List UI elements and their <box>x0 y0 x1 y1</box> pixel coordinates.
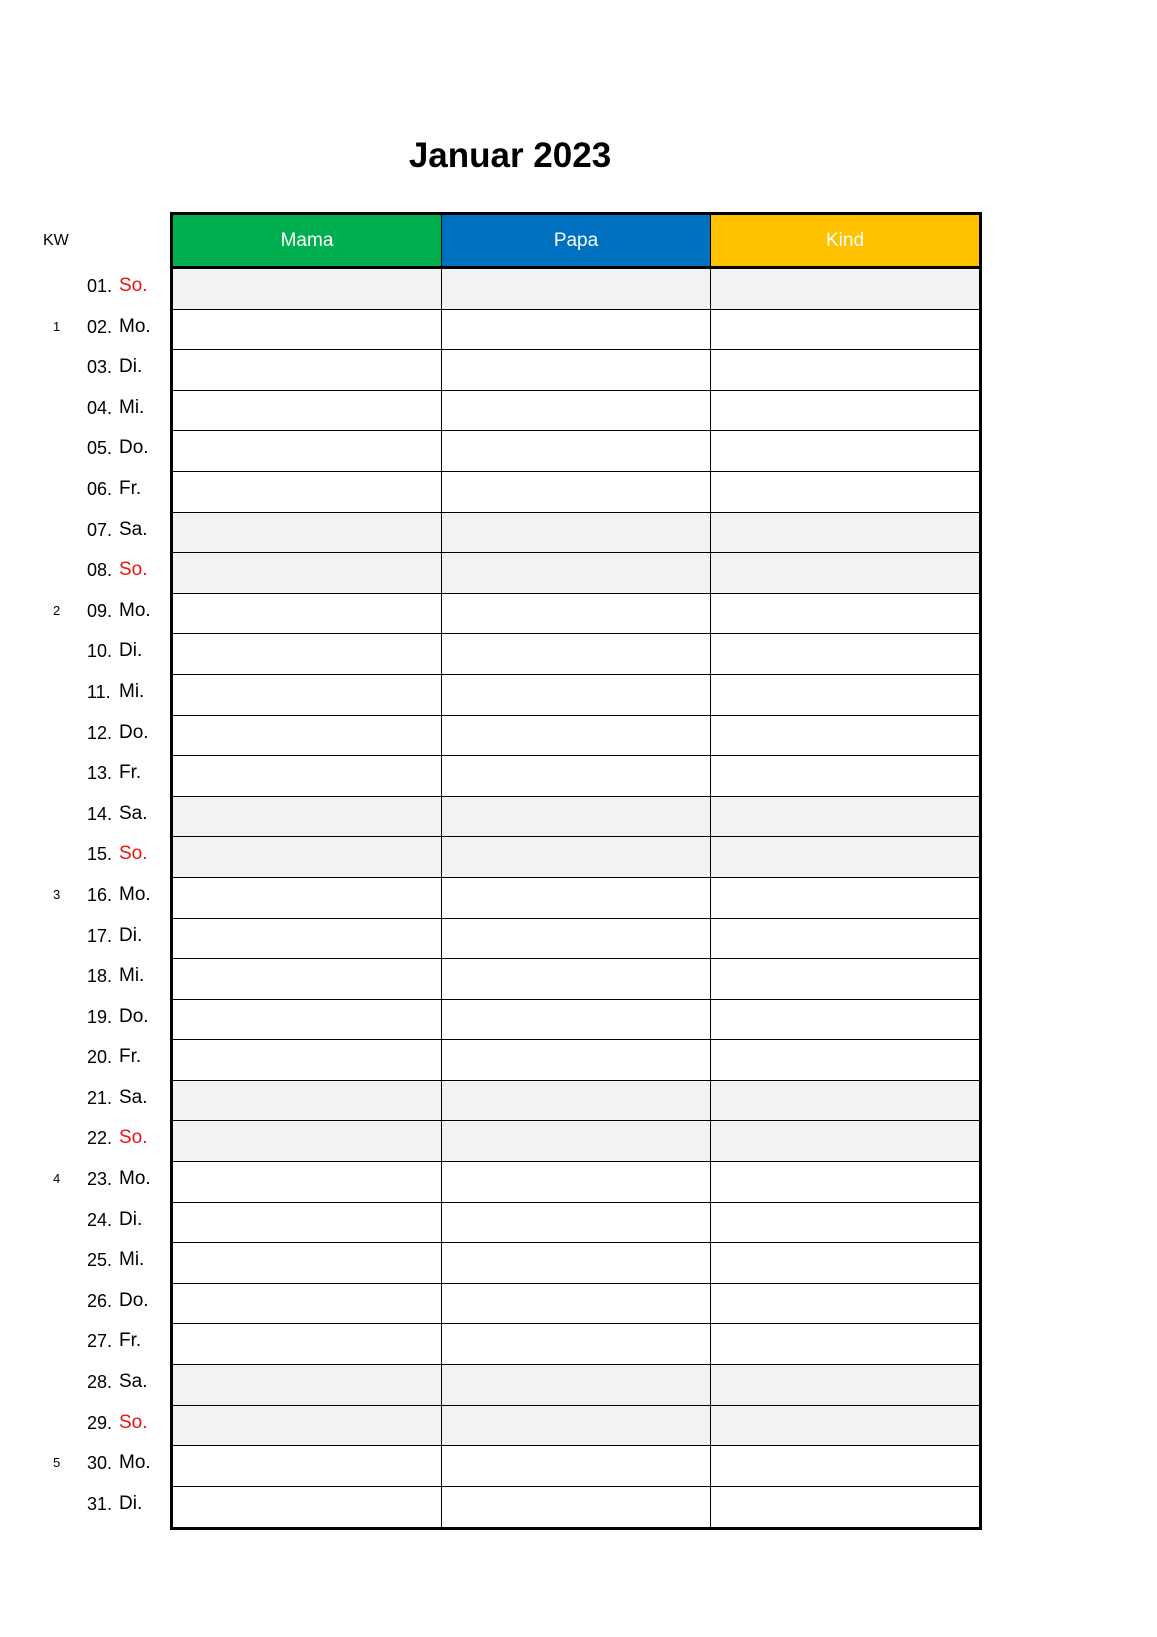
day-label <box>0 956 170 997</box>
entry-cell-mama[interactable] <box>173 1081 442 1121</box>
entry-cell-mama[interactable] <box>173 350 442 390</box>
day-label <box>0 1200 170 1241</box>
day-label <box>0 1362 170 1403</box>
day-label <box>0 428 170 469</box>
entry-cell-papa[interactable] <box>442 553 711 593</box>
day-number: 04. <box>87 397 113 418</box>
day-label <box>0 347 170 388</box>
entry-cell-papa[interactable] <box>442 1162 711 1202</box>
day-label <box>0 307 170 348</box>
weekday-name: So. <box>119 275 148 296</box>
day-label <box>0 997 170 1038</box>
day-number: 02. <box>87 316 113 337</box>
weekday-name: Di. <box>119 1208 143 1230</box>
entry-cell-papa[interactable] <box>442 1081 711 1121</box>
day-labels <box>0 266 170 1524</box>
day-label <box>0 1118 170 1159</box>
day-label <box>0 753 170 794</box>
week-number: 1 <box>53 318 61 334</box>
entry-cell-papa[interactable] <box>442 513 711 553</box>
weekday-name: Fr. <box>119 762 142 784</box>
day-row <box>173 269 979 310</box>
entry-cell-mama[interactable] <box>173 1365 442 1405</box>
day-row <box>173 1284 979 1325</box>
day-row <box>173 1000 979 1041</box>
weekday-name: Mi. <box>119 680 145 702</box>
weekday-name: Sa. <box>119 802 148 824</box>
day-number: 23. <box>87 1169 113 1190</box>
weekday-name: Sa. <box>119 1371 148 1393</box>
entry-cell-kind[interactable] <box>711 1324 979 1364</box>
day-label <box>0 713 170 754</box>
weekday-name: Di. <box>119 1492 143 1514</box>
day-row <box>173 350 979 391</box>
day-label <box>0 510 170 551</box>
weekday-name: Fr. <box>119 477 142 499</box>
entry-cell-kind[interactable] <box>711 1365 979 1405</box>
entry-cell-kind[interactable] <box>711 310 979 350</box>
day-label <box>0 591 170 632</box>
day-row <box>173 1324 979 1365</box>
weekday-name: Do. <box>119 721 149 743</box>
column-header-kind: Kind <box>711 215 979 266</box>
day-row <box>173 310 979 351</box>
day-row <box>173 1365 979 1406</box>
weekday-name: So. <box>119 559 148 581</box>
entry-cell-mama[interactable] <box>173 1406 442 1446</box>
day-row <box>173 716 979 757</box>
entry-cell-papa[interactable] <box>442 391 711 431</box>
weekday-name: Di. <box>119 356 143 378</box>
entry-cell-papa[interactable] <box>442 269 711 309</box>
weekday-name: Mo. <box>119 883 151 905</box>
week-number: 3 <box>53 886 61 902</box>
weekday-name: Di. <box>119 924 143 946</box>
day-row <box>173 837 979 878</box>
entry-cell-kind[interactable] <box>711 959 979 999</box>
entry-cell-papa[interactable] <box>442 1406 711 1446</box>
day-row <box>173 1446 979 1487</box>
day-row <box>173 431 979 472</box>
day-number: 05. <box>87 438 113 459</box>
calendar-grid <box>170 212 982 1530</box>
weekday-name: So. <box>119 1127 148 1149</box>
day-row <box>173 878 979 919</box>
entry-cell-papa[interactable] <box>442 1243 711 1283</box>
entry-cell-papa[interactable] <box>442 837 711 877</box>
day-label <box>0 388 170 429</box>
day-label <box>0 1403 170 1444</box>
entry-cell-papa[interactable] <box>442 797 711 837</box>
day-number: 26. <box>87 1290 113 1311</box>
day-row <box>173 919 979 960</box>
day-number: 29. <box>87 1412 113 1433</box>
weekday-name: Mo. <box>119 315 151 337</box>
day-number: 06. <box>87 478 113 499</box>
day-number: 03. <box>87 357 113 378</box>
day-number: 25. <box>87 1250 113 1271</box>
entry-cell-kind[interactable] <box>711 634 979 674</box>
day-label <box>0 672 170 713</box>
entry-cell-papa[interactable] <box>442 1446 711 1486</box>
entry-cell-mama[interactable] <box>173 716 442 756</box>
entry-cell-kind[interactable] <box>711 391 979 431</box>
week-number: 4 <box>53 1171 61 1187</box>
weekday-name: Di. <box>119 640 143 662</box>
weekday-name: So. <box>119 843 148 865</box>
weekday-name: Mo. <box>119 1168 151 1190</box>
weekday-name: Mi. <box>119 965 145 987</box>
day-label <box>0 834 170 875</box>
weekday-name: So. <box>119 1411 148 1433</box>
entry-cell-kind[interactable] <box>711 1203 979 1243</box>
day-number: 08. <box>87 560 113 581</box>
day-row <box>173 797 979 838</box>
entry-cell-kind[interactable] <box>711 1081 979 1121</box>
day-number: 30. <box>87 1453 113 1474</box>
day-row <box>173 513 979 554</box>
day-number: 24. <box>87 1209 113 1230</box>
entry-cell-kind[interactable] <box>711 1040 979 1080</box>
day-row <box>173 634 979 675</box>
entry-cell-kind[interactable] <box>711 837 979 877</box>
entry-cell-kind[interactable] <box>711 594 979 634</box>
day-label <box>0 1037 170 1078</box>
entry-cell-papa[interactable] <box>442 310 711 350</box>
entry-cell-mama[interactable] <box>173 1121 442 1161</box>
day-label <box>0 550 170 591</box>
entry-cell-mama[interactable] <box>173 756 442 796</box>
day-number: 10. <box>87 641 113 662</box>
day-number: 18. <box>87 966 113 987</box>
entry-cell-mama[interactable] <box>173 837 442 877</box>
entry-cell-mama[interactable] <box>173 1040 442 1080</box>
entry-cell-kind[interactable] <box>711 350 979 390</box>
day-label <box>0 469 170 510</box>
day-number: 12. <box>87 722 113 743</box>
entry-cell-papa[interactable] <box>442 1284 711 1324</box>
entry-cell-kind[interactable] <box>711 716 979 756</box>
entry-cell-mama[interactable] <box>173 513 442 553</box>
weekday-name: Do. <box>119 437 149 459</box>
entry-cell-mama[interactable] <box>173 797 442 837</box>
entry-cell-mama[interactable] <box>173 1243 442 1283</box>
day-number: 13. <box>87 763 113 784</box>
column-header-papa: Papa <box>442 215 711 266</box>
day-row <box>173 1081 979 1122</box>
day-row <box>173 1487 979 1528</box>
day-number: 22. <box>87 1128 113 1149</box>
weekday-name: Fr. <box>119 1330 142 1352</box>
day-row <box>173 472 979 513</box>
entry-cell-mama[interactable] <box>173 391 442 431</box>
entry-cell-mama[interactable] <box>173 675 442 715</box>
day-row <box>173 1121 979 1162</box>
entry-cell-mama[interactable] <box>173 431 442 471</box>
weekday-name: Fr. <box>119 1046 142 1068</box>
entry-cell-mama[interactable] <box>173 310 442 350</box>
entry-cell-kind[interactable] <box>711 1243 979 1283</box>
entry-cell-papa[interactable] <box>442 634 711 674</box>
weekday-name: Do. <box>119 1289 149 1311</box>
day-label <box>0 1281 170 1322</box>
day-number: 28. <box>87 1372 113 1393</box>
day-number: 14. <box>87 803 113 824</box>
day-label <box>0 266 170 307</box>
entry-cell-papa[interactable] <box>442 431 711 471</box>
entry-cell-papa[interactable] <box>442 756 711 796</box>
entry-cell-kind[interactable] <box>711 1406 979 1446</box>
day-row <box>173 1162 979 1203</box>
day-label <box>0 1484 170 1525</box>
weekday-name: Sa. <box>119 518 148 540</box>
week-number: 5 <box>53 1455 61 1471</box>
day-number: 09. <box>87 600 113 621</box>
kw-header: KW <box>43 232 69 249</box>
day-number: 31. <box>87 1493 113 1514</box>
weekday-name: Mo. <box>119 599 151 621</box>
day-row <box>173 553 979 594</box>
entry-cell-kind[interactable] <box>711 269 979 309</box>
entry-cell-kind[interactable] <box>711 513 979 553</box>
entry-cell-mama[interactable] <box>173 634 442 674</box>
day-label <box>0 794 170 835</box>
entry-cell-kind[interactable] <box>711 431 979 471</box>
entry-cell-mama[interactable] <box>173 553 442 593</box>
day-row <box>173 1203 979 1244</box>
entry-cell-kind[interactable] <box>711 919 979 959</box>
day-row <box>173 756 979 797</box>
weekday-name: Mo. <box>119 1452 151 1474</box>
day-row <box>173 391 979 432</box>
entry-cell-kind[interactable] <box>711 553 979 593</box>
weekday-name: Do. <box>119 1005 149 1027</box>
entry-cell-mama[interactable] <box>173 1284 442 1324</box>
entry-cell-papa[interactable] <box>442 716 711 756</box>
day-number: 15. <box>87 844 113 865</box>
entry-cell-papa[interactable] <box>442 594 711 634</box>
entry-cell-papa[interactable] <box>442 350 711 390</box>
day-label <box>0 1443 170 1484</box>
entry-cell-mama[interactable] <box>173 1000 442 1040</box>
entry-cell-papa[interactable] <box>442 472 711 512</box>
entry-cell-papa[interactable] <box>442 1487 711 1528</box>
day-number: 27. <box>87 1331 113 1352</box>
entry-cell-mama[interactable] <box>173 269 442 309</box>
day-label <box>0 1240 170 1281</box>
day-number: 21. <box>87 1087 113 1108</box>
entry-cell-papa[interactable] <box>442 1203 711 1243</box>
entry-cell-mama[interactable] <box>173 1324 442 1364</box>
entry-cell-mama[interactable] <box>173 1203 442 1243</box>
day-label <box>0 1321 170 1362</box>
entry-cell-kind[interactable] <box>711 1000 979 1040</box>
entry-cell-mama[interactable] <box>173 1487 442 1528</box>
weekday-name: Sa. <box>119 1086 148 1108</box>
entry-cell-papa[interactable] <box>442 1040 711 1080</box>
entry-cell-kind[interactable] <box>711 1284 979 1324</box>
day-number: 20. <box>87 1047 113 1068</box>
entry-cell-mama[interactable] <box>173 1446 442 1486</box>
column-header-row <box>173 215 979 269</box>
entry-cell-mama[interactable] <box>173 472 442 512</box>
day-row <box>173 959 979 1000</box>
day-row <box>173 1040 979 1081</box>
day-number: 07. <box>87 519 113 540</box>
entry-cell-papa[interactable] <box>442 959 711 999</box>
entry-cell-papa[interactable] <box>442 675 711 715</box>
day-label <box>0 1159 170 1200</box>
day-label <box>0 916 170 957</box>
day-label <box>0 1078 170 1119</box>
entry-cell-papa[interactable] <box>442 1324 711 1364</box>
page-title: Januar 2023 <box>408 136 612 175</box>
day-label <box>0 631 170 672</box>
day-number: 16. <box>87 884 113 905</box>
day-number: 11. <box>87 681 111 702</box>
day-number: 19. <box>87 1006 113 1027</box>
entry-cell-mama[interactable] <box>173 594 442 634</box>
entry-cell-kind[interactable] <box>711 1446 979 1486</box>
entry-cell-kind[interactable] <box>711 797 979 837</box>
entry-cell-papa[interactable] <box>442 919 711 959</box>
day-row <box>173 675 979 716</box>
entry-cell-papa[interactable] <box>442 1365 711 1405</box>
entry-cell-mama[interactable] <box>173 1162 442 1202</box>
weekday-name: Mi. <box>119 1249 145 1271</box>
entry-cell-mama[interactable] <box>173 919 442 959</box>
entry-cell-papa[interactable] <box>442 1000 711 1040</box>
weekday-name: Mi. <box>119 396 145 418</box>
entry-cell-kind[interactable] <box>711 756 979 796</box>
entry-cell-kind[interactable] <box>711 1162 979 1202</box>
entry-cell-kind[interactable] <box>711 878 979 918</box>
day-row <box>173 1406 979 1447</box>
week-number: 2 <box>53 602 61 618</box>
day-row <box>173 1243 979 1284</box>
entry-cell-mama[interactable] <box>173 959 442 999</box>
entry-cell-papa[interactable] <box>442 878 711 918</box>
entry-cell-kind[interactable] <box>711 1487 979 1528</box>
entry-cell-kind[interactable] <box>711 675 979 715</box>
entry-cell-kind[interactable] <box>711 472 979 512</box>
day-number: 17. <box>87 925 113 946</box>
entry-cell-papa[interactable] <box>442 1121 711 1161</box>
column-header-mama: Mama <box>173 215 442 266</box>
entry-cell-mama[interactable] <box>173 878 442 918</box>
day-label <box>0 875 170 916</box>
day-row <box>173 594 979 635</box>
entry-cell-kind[interactable] <box>711 1121 979 1161</box>
day-number: 01. <box>87 276 113 296</box>
